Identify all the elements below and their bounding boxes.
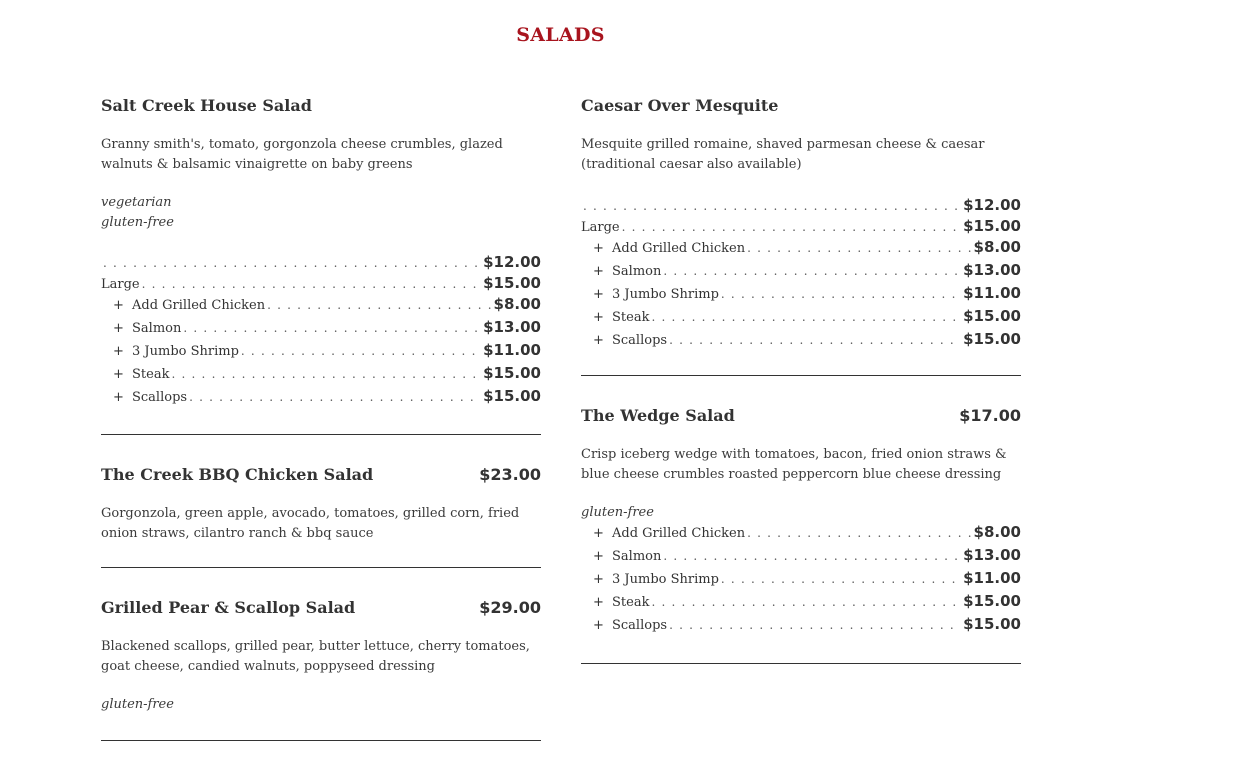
dot-leader bbox=[241, 344, 481, 358]
row-price: $8.00 bbox=[493, 295, 541, 313]
dot-leader bbox=[663, 549, 961, 563]
addon-row bbox=[581, 330, 1021, 353]
menu-item bbox=[581, 96, 1021, 376]
row-price: $11.00 bbox=[963, 569, 1021, 587]
addon-row bbox=[101, 341, 541, 364]
price-list bbox=[581, 196, 1021, 353]
item-description: Crisp iceberg wedge with tomatoes, bacon, fried onion straws & blue cheese crumbles roasted peppercorn blue cheese dressing bbox=[581, 447, 1007, 482]
row-price: $8.00 bbox=[973, 523, 1021, 541]
row-price: $15.00 bbox=[963, 217, 1021, 235]
row-label: Scallops bbox=[612, 333, 668, 348]
section-title: SALADS bbox=[516, 24, 605, 46]
item-header bbox=[101, 465, 541, 489]
dot-leader bbox=[721, 287, 961, 301]
row-label: Add Grilled Chicken bbox=[612, 241, 746, 256]
plus-icon: + bbox=[113, 367, 124, 382]
plus-icon: + bbox=[593, 241, 604, 256]
dietary-tag: gluten-free bbox=[581, 505, 654, 520]
row-label: Scallops bbox=[612, 618, 668, 633]
row-price: $15.00 bbox=[963, 615, 1021, 633]
dot-leader bbox=[747, 526, 971, 540]
row-label: Scallops bbox=[132, 390, 188, 405]
addon-row bbox=[581, 307, 1021, 330]
price-list bbox=[581, 523, 1021, 638]
row-price: $8.00 bbox=[973, 238, 1021, 256]
addon-row bbox=[581, 523, 1021, 546]
dot-leader bbox=[622, 220, 961, 234]
row-price: $12.00 bbox=[963, 196, 1021, 214]
row-label: Steak bbox=[612, 595, 650, 610]
item-description: Mesquite grilled romaine, shaved parmesan cheese & caesar (traditional caesar also available) bbox=[581, 137, 985, 172]
dot-leader bbox=[183, 321, 481, 335]
price-row bbox=[101, 253, 541, 274]
row-label: Steak bbox=[132, 367, 170, 382]
row-price: $15.00 bbox=[483, 387, 541, 405]
dietary-tags bbox=[101, 695, 541, 715]
plus-icon: + bbox=[593, 549, 604, 564]
item-description: Blackened scallops, grilled pear, butter lettuce, cherry tomatoes, goat cheese, candied walnuts, poppyseed dressing bbox=[101, 639, 530, 674]
menu-item bbox=[101, 96, 541, 435]
row-label: Salmon bbox=[132, 321, 182, 336]
row-price: $15.00 bbox=[963, 592, 1021, 610]
plus-icon: + bbox=[593, 287, 604, 302]
row-price: $15.00 bbox=[963, 330, 1021, 348]
row-price: $11.00 bbox=[963, 284, 1021, 302]
plus-icon: + bbox=[593, 595, 604, 610]
row-label: Salmon bbox=[612, 549, 662, 564]
row-price: $11.00 bbox=[483, 341, 541, 359]
plus-icon: + bbox=[113, 390, 124, 405]
plus-icon: + bbox=[593, 618, 604, 633]
item-header bbox=[101, 96, 541, 120]
item-name: The Wedge Salad bbox=[581, 406, 735, 425]
price-list bbox=[101, 253, 541, 410]
dot-leader bbox=[651, 595, 961, 609]
row-label: 3 Jumbo Shrimp bbox=[132, 344, 239, 359]
dot-leader bbox=[189, 390, 481, 404]
row-label: Large bbox=[101, 277, 140, 292]
row-label: 3 Jumbo Shrimp bbox=[612, 287, 719, 302]
plus-icon: + bbox=[113, 321, 124, 336]
plus-icon: + bbox=[113, 344, 124, 359]
addon-row bbox=[581, 284, 1021, 307]
dot-leader bbox=[747, 241, 971, 255]
item-name: Caesar Over Mesquite bbox=[581, 96, 779, 115]
row-price: $13.00 bbox=[483, 318, 541, 336]
addon-row bbox=[101, 364, 541, 387]
dietary-tags bbox=[581, 503, 1021, 523]
item-header bbox=[581, 96, 1021, 120]
dot-leader bbox=[103, 256, 481, 270]
addon-row bbox=[581, 615, 1021, 638]
item-description: Granny smith's, tomato, gorgonzola cheese crumbles, glazed walnuts & balsamic vinaigrette on baby greens bbox=[101, 137, 503, 172]
dietary-tags bbox=[101, 193, 541, 233]
dot-leader bbox=[669, 618, 961, 632]
row-label: Salmon bbox=[612, 264, 662, 279]
row-label: Add Grilled Chicken bbox=[612, 526, 746, 541]
dot-leader bbox=[663, 264, 961, 278]
plus-icon: + bbox=[593, 310, 604, 325]
row-price: $15.00 bbox=[483, 364, 541, 382]
right-column bbox=[581, 96, 1021, 664]
price-row bbox=[581, 196, 1021, 217]
row-label: Add Grilled Chicken bbox=[132, 298, 266, 313]
dot-leader bbox=[142, 277, 481, 291]
price-row bbox=[581, 217, 1021, 238]
addon-row bbox=[581, 546, 1021, 569]
row-label: Steak bbox=[612, 310, 650, 325]
dot-leader bbox=[651, 310, 961, 324]
row-price: $15.00 bbox=[483, 274, 541, 292]
plus-icon: + bbox=[593, 526, 604, 541]
dot-leader bbox=[171, 367, 481, 381]
plus-icon: + bbox=[593, 333, 604, 348]
dot-leader bbox=[583, 199, 961, 213]
dietary-tag: vegetarian bbox=[101, 195, 172, 210]
row-price: $13.00 bbox=[963, 546, 1021, 564]
plus-icon: + bbox=[113, 298, 124, 313]
item-price: $23.00 bbox=[479, 465, 541, 484]
item-price: $17.00 bbox=[959, 406, 1021, 425]
item-name: Salt Creek House Salad bbox=[101, 96, 312, 115]
row-label: 3 Jumbo Shrimp bbox=[612, 572, 719, 587]
addon-row bbox=[101, 295, 541, 318]
menu-item bbox=[581, 406, 1021, 664]
addon-row bbox=[581, 569, 1021, 592]
left-column bbox=[101, 96, 541, 741]
row-label: Large bbox=[581, 220, 620, 235]
addon-row bbox=[581, 238, 1021, 261]
dietary-tag: gluten-free bbox=[101, 215, 174, 230]
addon-row bbox=[581, 261, 1021, 284]
addon-row bbox=[581, 592, 1021, 615]
addon-row bbox=[101, 318, 541, 341]
row-price: $13.00 bbox=[963, 261, 1021, 279]
item-header bbox=[101, 598, 541, 622]
menu-item bbox=[101, 465, 541, 568]
item-header bbox=[581, 406, 1021, 430]
dot-leader bbox=[721, 572, 961, 586]
row-price: $12.00 bbox=[483, 253, 541, 271]
addon-row bbox=[101, 387, 541, 410]
item-name: Grilled Pear & Scallop Salad bbox=[101, 598, 356, 617]
dietary-tag: gluten-free bbox=[101, 697, 174, 712]
dot-leader bbox=[267, 298, 491, 312]
plus-icon: + bbox=[593, 264, 604, 279]
item-name: The Creek BBQ Chicken Salad bbox=[101, 465, 374, 484]
item-price: $29.00 bbox=[479, 598, 541, 617]
price-row bbox=[101, 274, 541, 295]
dot-leader bbox=[669, 333, 961, 347]
plus-icon: + bbox=[593, 572, 604, 587]
row-price: $15.00 bbox=[963, 307, 1021, 325]
item-description: Gorgonzola, green apple, avocado, tomatoes, grilled corn, fried onion straws, cilantro ranch & bbq sauce bbox=[101, 506, 520, 541]
menu-item bbox=[101, 598, 541, 741]
